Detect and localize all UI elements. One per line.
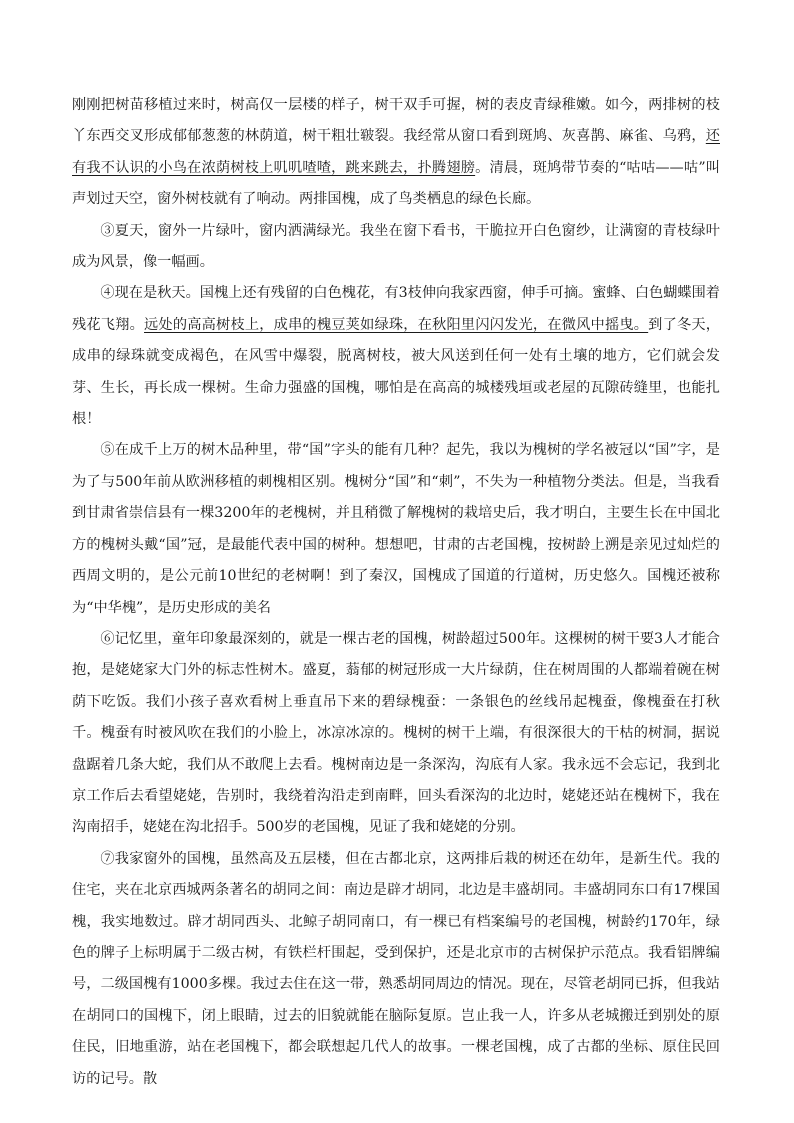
paragraph-3: ③夏天，窗外一片绿叶，窗内洒满绿光。我坐在窗下看书，干脆拉开白色窗纱，让满窗的青枝绿叶成为风景，像一幅画。 (72, 222, 720, 271)
paragraph-5: ⑤在成千上万的树木品种里，带“国”字头的能有几种？起先，我以为槐树的学名被冠以“国”字，是为了与500年前从欧洲移植的刺槐相区别。槐树分“国”和“刺”，不失为一种植物分类法。但是，当我看到甘肃省崇信县有一棵3200年的老槐树，并且稍微了解槐树的栽培史后，我才明白，主要生长在中国北方的槐树头戴“国”冠，是最能代表中国的树种。想想吧，甘肃的古老国槐，按树龄上溯是亲见过灿烂的西周文明的，是公元前10世纪的老树啊！到了秦汉，国槐成了国道的行道树，历史悠久。国槐还被称为“中华槐”，是历史形成的美名 (72, 442, 720, 616)
paragraph-1-underlined-sentence: 还有我不认识的小鸟在浓荫树枝上叽叽喳喳，跳来跳去，扑腾翅膀 (72, 128, 720, 176)
paragraph-1-text-end: 。清晨，斑鸠带节奏的“咕咕——咕”叫声划过天空，窗外树枝就有了响动。两排国槐，成了鸟类栖息的绿色长廊。 (72, 159, 720, 208)
paragraph-1-text-start: 刚刚把树苗移植过来时，树高仅一层楼的样子，树干双手可握，树的表皮青绿稚嫩。如今，两排树的枝丫东西交叉形成郁郁葱葱的林荫道，树干粗壮皲裂。我经常从窗口看到斑鸠、灰喜鹊、麻雀、乌鸦， (72, 97, 720, 145)
paragraph-4 (72, 278, 720, 435)
paragraph-4-text-end: 到了冬天，成串的绿珠就变成褐色，在风雪中爆裂，脱离树枝，被大风送到任何一处有土壤的地方，它们就会发芽、生长，再长成一棵树。生命力强盛的国槐，哪怕是在高高的城楼残垣或老屋的瓦隙砖缝里，也能扎根！ (72, 316, 720, 428)
article-body (72, 90, 720, 1095)
paragraph-4-text-start: ④现在是秋天。国槐上还有残留的白色槐花，有3枝伸向我家西窗，伸手可摘。蜜蜂、白色蝴蝶围着残花飞翔。 (72, 285, 720, 333)
paragraph-6: ⑥记忆里，童年印象最深刻的，就是一棵古老的国槐，树龄超过500年。这棵树的树干要3人才能合抱，是姥姥家大门外的标志性树木。盛夏，蓊郁的树冠形成一大片绿荫，住在树周围的人都端着碗在树荫下吃饭。我们小孩子喜欢看树上垂直吊下来的碧绿槐蚕：一条银色的丝线吊起槐蚕，像槐蚕在打秋千。槐蚕有时被风吹在我们的小脸上，冰凉冰凉的。槐树的树干上端，有很深很大的干枯的树洞，据说盘踞着几条大蛇，我们从不敢爬上去看。槐树南边是一条深沟，沟底有人家。我永远不会忘记，我到北京工作后去看望姥姥，告别时，我绕着沟沿走到南畔，回头看深沟的北边时，姥姥还站在槐树下，我在沟南招手，姥姥在沟北招手。500岁的老国槐，见证了我和姥姥的分别。 (72, 630, 720, 836)
paragraph-4-underlined-sentence: 远处的高高树枝上，成串的槐豆荚如绿珠，在秋阳里闪闪发光，在微风中摇曳。 (144, 316, 649, 333)
paragraph-1 (72, 90, 720, 216)
paragraph-7: ⑦我家窗外的国槐，虽然高及五层楼，但在古都北京，这两排后栽的树还在幼年，是新生代。我的住宅，夹在北京西城两条著名的胡同之间：南边是辟才胡同，北边是丰盛胡同。丰盛胡同东口有17棵国槐，我实地数过。辟才胡同西头、北鲸子胡同南口，有一棵已有档案编号的老国槐，树龄约170年，绿色的牌子上标明属于二级古树，有铁栏杆围起，受到保护，还是北京市的古树保护示范点。我看铝牌编号，二级国槐有1000多棵。我过去住在这一带，熟悉胡同周边的情况。现在，尽管老胡同已拆，但我站在胡同口的国槐下，闭上眼睛，过去的旧貌就能在脑际复原。岂止我一人，许多从老城搬迁到别处的原住民，旧地重游，站在老国槐下，都会联想起几代人的故事。一棵老国槐，成了古都的坐标、原住民回访的记号。散 (72, 850, 720, 1087)
